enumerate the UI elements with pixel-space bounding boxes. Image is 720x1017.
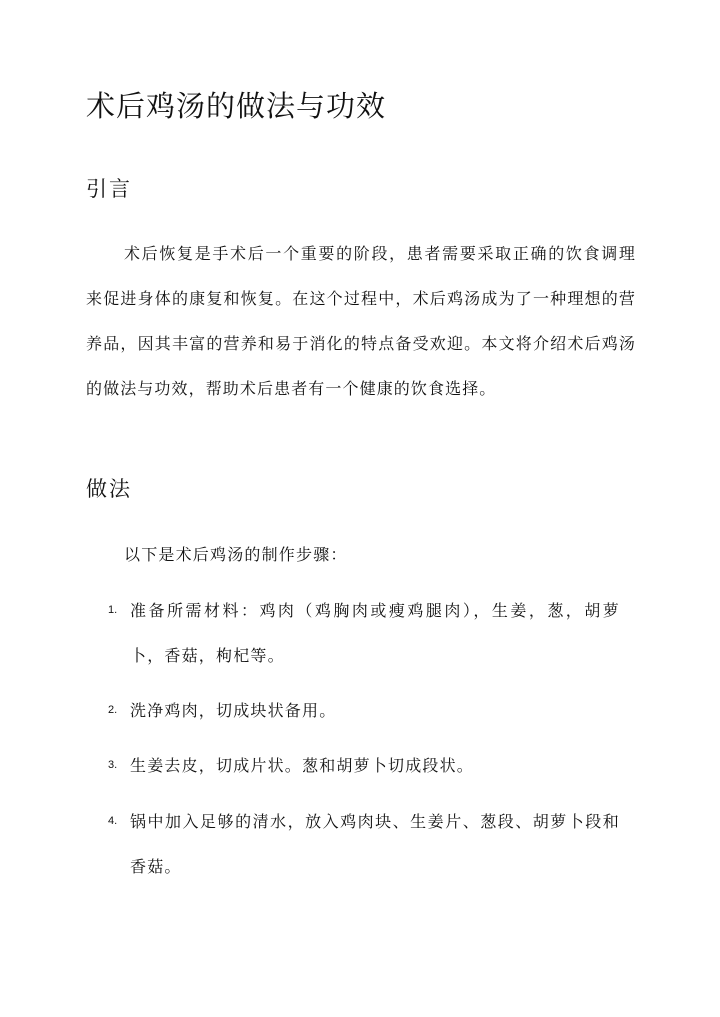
step-number: 4. bbox=[108, 815, 118, 827]
document-title: 术后鸡汤的做法与功效 bbox=[86, 89, 387, 123]
method-lead: 以下是术后鸡汤的制作步骤： bbox=[124, 545, 348, 564]
step-text: 准备所需材料：鸡肉（鸡胸肉或瘦鸡腿肉），生姜，葱，胡萝卜，香菇，枸杞等。 bbox=[130, 601, 620, 665]
step-text: 锅中加入足够的清水，放入鸡肉块、生姜片、葱段、胡萝卜段和香菇。 bbox=[130, 812, 620, 876]
step-number: 1. bbox=[108, 604, 118, 616]
method-heading: 做法 bbox=[86, 477, 132, 501]
intro-paragraph: 术后恢复是手术后一个重要的阶段，患者需要采取正确的饮食调理来促进身体的康复和恢复。在这个过程中，术后鸡汤成为了一种理想的营养品，因其丰富的营养和易于消化的特点备受欢迎。本文将介绍术后鸡汤的做法与功效，帮助术后患者有一个健康的饮食选择。 bbox=[86, 244, 636, 398]
step-number: 3. bbox=[108, 759, 118, 771]
step-text: 生姜去皮，切成片状。葱和胡萝卜切成段状。 bbox=[130, 756, 475, 775]
step-number: 2. bbox=[108, 704, 118, 716]
intro-heading: 引言 bbox=[86, 177, 132, 201]
step-text: 洗净鸡肉，切成块状备用。 bbox=[130, 701, 337, 720]
